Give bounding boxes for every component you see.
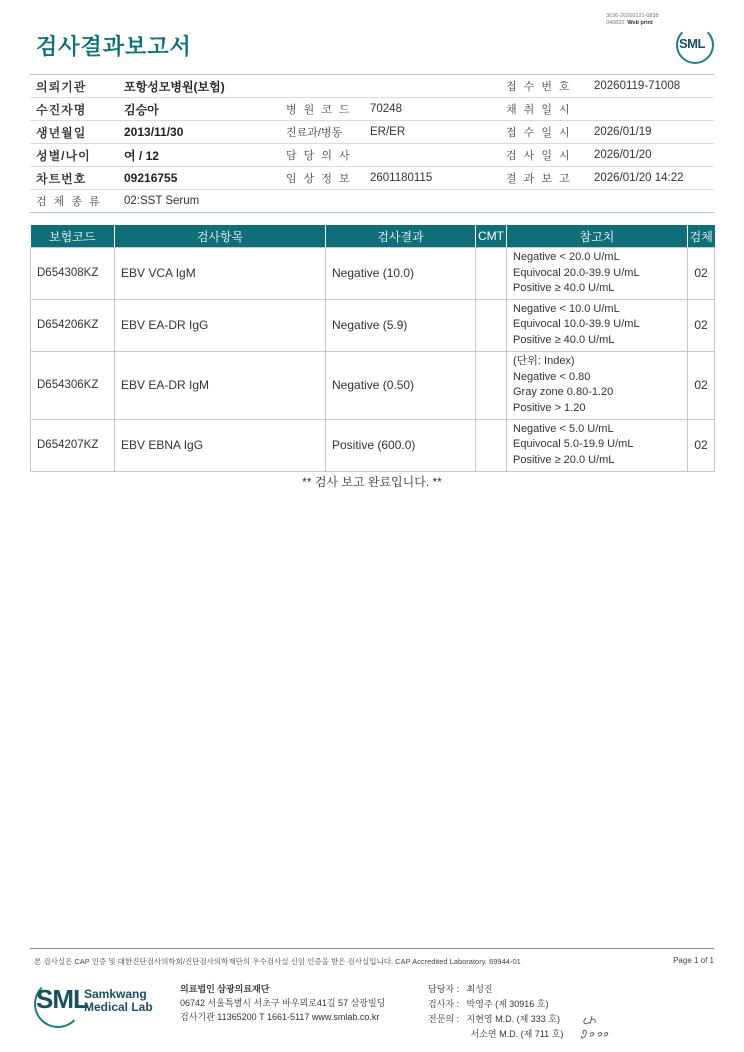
address-line: 06742 서울특별시 서초구 바우뫼로41길 57 삼광빌딩: [180, 998, 386, 1008]
specimen-type: 02:SST Serum: [118, 190, 280, 213]
table-row: [31, 351, 715, 419]
results-table: [30, 225, 715, 472]
label-collection-date: 채 취 일 시: [500, 98, 588, 121]
cmt-cell: [476, 248, 507, 300]
insurance-code: D654306KZ: [31, 351, 115, 419]
reference-range: [507, 419, 688, 471]
test-item: EBV VCA IgM: [115, 248, 326, 300]
receipt-number: 20260119-71008: [588, 75, 714, 98]
reference-line: Equivocal 5.0-19.9 U/mL: [513, 438, 634, 451]
info-row: [30, 121, 714, 144]
sml-logo-text: SML: [679, 36, 705, 51]
test-item: EBV EA-DR IgG: [115, 299, 326, 351]
report-date: 2026/01/20 14:22: [588, 167, 714, 190]
reference-range: [507, 299, 688, 351]
label-sex-age: 성별/나이: [30, 144, 118, 167]
header-test-result: 검사결과: [326, 225, 476, 248]
reference-line: Positive ≥ 40.0 U/mL: [513, 333, 615, 346]
hospital-code: 70248: [364, 98, 500, 121]
cmt-cell: [476, 351, 507, 419]
specimen-number: 02: [688, 248, 715, 300]
web-print-label: Web print: [627, 20, 653, 26]
header-specimen: 검체: [688, 225, 715, 248]
reference-line: Negative < 10.0 U/mL: [513, 302, 620, 315]
cmt-cell: [476, 419, 507, 471]
reference-line: Negative < 5.0 U/mL: [513, 422, 614, 435]
organization-name: 의료법인 삼광의료재단: [180, 984, 270, 994]
sex-age: 여 / 12: [118, 144, 280, 167]
sml-logo: [674, 24, 714, 64]
info-row: [30, 190, 714, 213]
logo-sml-text: SML: [36, 984, 88, 1014]
label-specimen-type: 검 체 종 류: [30, 190, 118, 213]
logo-name-line1: Samkwang: [84, 987, 147, 1001]
label-manager: 담당자 :: [428, 984, 460, 994]
info-row: [30, 98, 714, 121]
header-reference: 참고치: [507, 225, 688, 248]
label-chart-number: 차트번호: [30, 167, 118, 190]
reference-line: Negative < 0.80: [513, 370, 591, 383]
label-requesting-org: 의뢰기관: [30, 75, 118, 98]
test-result: Negative (5.9): [326, 299, 476, 351]
reference-line: Negative < 20.0 U/mL: [513, 251, 620, 263]
label-physician: 담 당 의 사: [280, 144, 364, 167]
insurance-code: D654207KZ: [31, 419, 115, 471]
contact-line: 검사기관 11365200 T 1661-5117 www.smlab.co.kr: [180, 1012, 380, 1022]
physician: [364, 144, 500, 167]
label-test-date: 검 사 일 시: [500, 144, 588, 167]
page-number: Page 1 of 1: [673, 956, 714, 965]
page-title: 검사결과보고서: [36, 34, 192, 59]
staff-list: [428, 982, 563, 1042]
specimen-number: 02: [688, 299, 715, 351]
certification-text: 본 검사실은 CAP 인증 및 대한진단검사의학회/진단검사의학재단의 우수검사실 신임 인증을 받은 검사실입니다. CAP Accredited Laboratory. 69944-01: [34, 957, 521, 966]
cmt-cell: [476, 299, 507, 351]
specialist-name-2: 서소연 M.D. (제 711 호): [470, 1029, 564, 1039]
label-receipt-date: 접 수 일 시: [500, 121, 588, 144]
table-row: [31, 419, 715, 471]
test-item: EBV EA-DR IgM: [115, 351, 326, 419]
header-insurance-code: 보험코드: [31, 225, 115, 248]
info-row: [30, 167, 714, 190]
clinical-info: 2601180115: [364, 167, 500, 190]
specialist-name-1: 지현영 M.D. (제 333 호): [466, 1014, 560, 1024]
department: ER/ER: [364, 121, 500, 144]
reference-line: Equivocal 20.0-39.9 U/mL: [513, 266, 640, 279]
label-patient-name: 수진자명: [30, 98, 118, 121]
reference-line: Equivocal 10.0-39.9 U/mL: [513, 318, 640, 331]
document-code: [606, 13, 659, 27]
reference-range: [507, 248, 688, 300]
label-tester: 검사자 :: [428, 999, 460, 1009]
reference-line: Gray zone 0.80-1.20: [513, 386, 614, 398]
results-header-row: [31, 225, 715, 248]
samkwang-logo: [36, 980, 156, 1026]
report-complete-message: ** 검사 보고 완료입니다. **: [302, 475, 442, 489]
organization-address: [180, 982, 385, 1024]
label-specialist: 전문의 :: [428, 1014, 460, 1024]
label-receipt-number: 접 수 번 호: [500, 75, 588, 98]
insurance-code: D654308KZ: [31, 248, 115, 300]
reference-line: Positive > 1.20: [513, 401, 586, 414]
manager-name: 최성진: [466, 984, 493, 994]
header-test-item: 검사항목: [115, 225, 326, 248]
reference-line: (단위: Index): [513, 355, 575, 367]
signature-icon: [578, 1010, 618, 1042]
info-row: [30, 144, 714, 167]
tester-name: 박영주 (제 30916 호): [466, 999, 549, 1009]
table-row: [31, 299, 715, 351]
document-code-line1: 3036-20260121-0838: [606, 13, 659, 19]
document-code-line2: 040822: [606, 20, 625, 26]
label-clinical-info: 임 상 정 보: [280, 167, 364, 190]
birth-date: 2013/11/30: [118, 121, 280, 144]
reference-line: Positive ≥ 20.0 U/mL: [513, 453, 615, 466]
reference-range: [507, 351, 688, 419]
table-row: [31, 248, 715, 300]
footer-divider: [30, 948, 714, 949]
header-cmt: CMT: [476, 225, 507, 248]
insurance-code: D654206KZ: [31, 299, 115, 351]
info-row: [30, 75, 714, 98]
requesting-org: 포항성모병원(보험): [118, 75, 280, 98]
label-hospital-code: 병 원 코 드: [280, 98, 364, 121]
chart-number: 09216755: [118, 167, 280, 190]
label-department: 진료과/병동: [280, 121, 364, 144]
label-report-date: 결 과 보 고: [500, 167, 588, 190]
test-date: 2026/01/20: [588, 144, 714, 167]
test-result: Positive (600.0): [326, 419, 476, 471]
test-result: Negative (10.0): [326, 248, 476, 300]
test-result: Negative (0.50): [326, 351, 476, 419]
patient-name: 김승아: [118, 98, 280, 121]
patient-info-table: [30, 74, 714, 213]
reference-line: Positive ≥ 40.0 U/mL: [513, 282, 615, 294]
logo-company-name: [84, 988, 153, 1014]
receipt-date: 2026/01/19: [588, 121, 714, 144]
specimen-number: 02: [688, 351, 715, 419]
test-item: EBV EBNA IgG: [115, 419, 326, 471]
specimen-number: 02: [688, 419, 715, 471]
collection-date: [588, 98, 714, 121]
label-birth-date: 생년월일: [30, 121, 118, 144]
logo-name-line2: Medical Lab: [84, 1000, 153, 1014]
